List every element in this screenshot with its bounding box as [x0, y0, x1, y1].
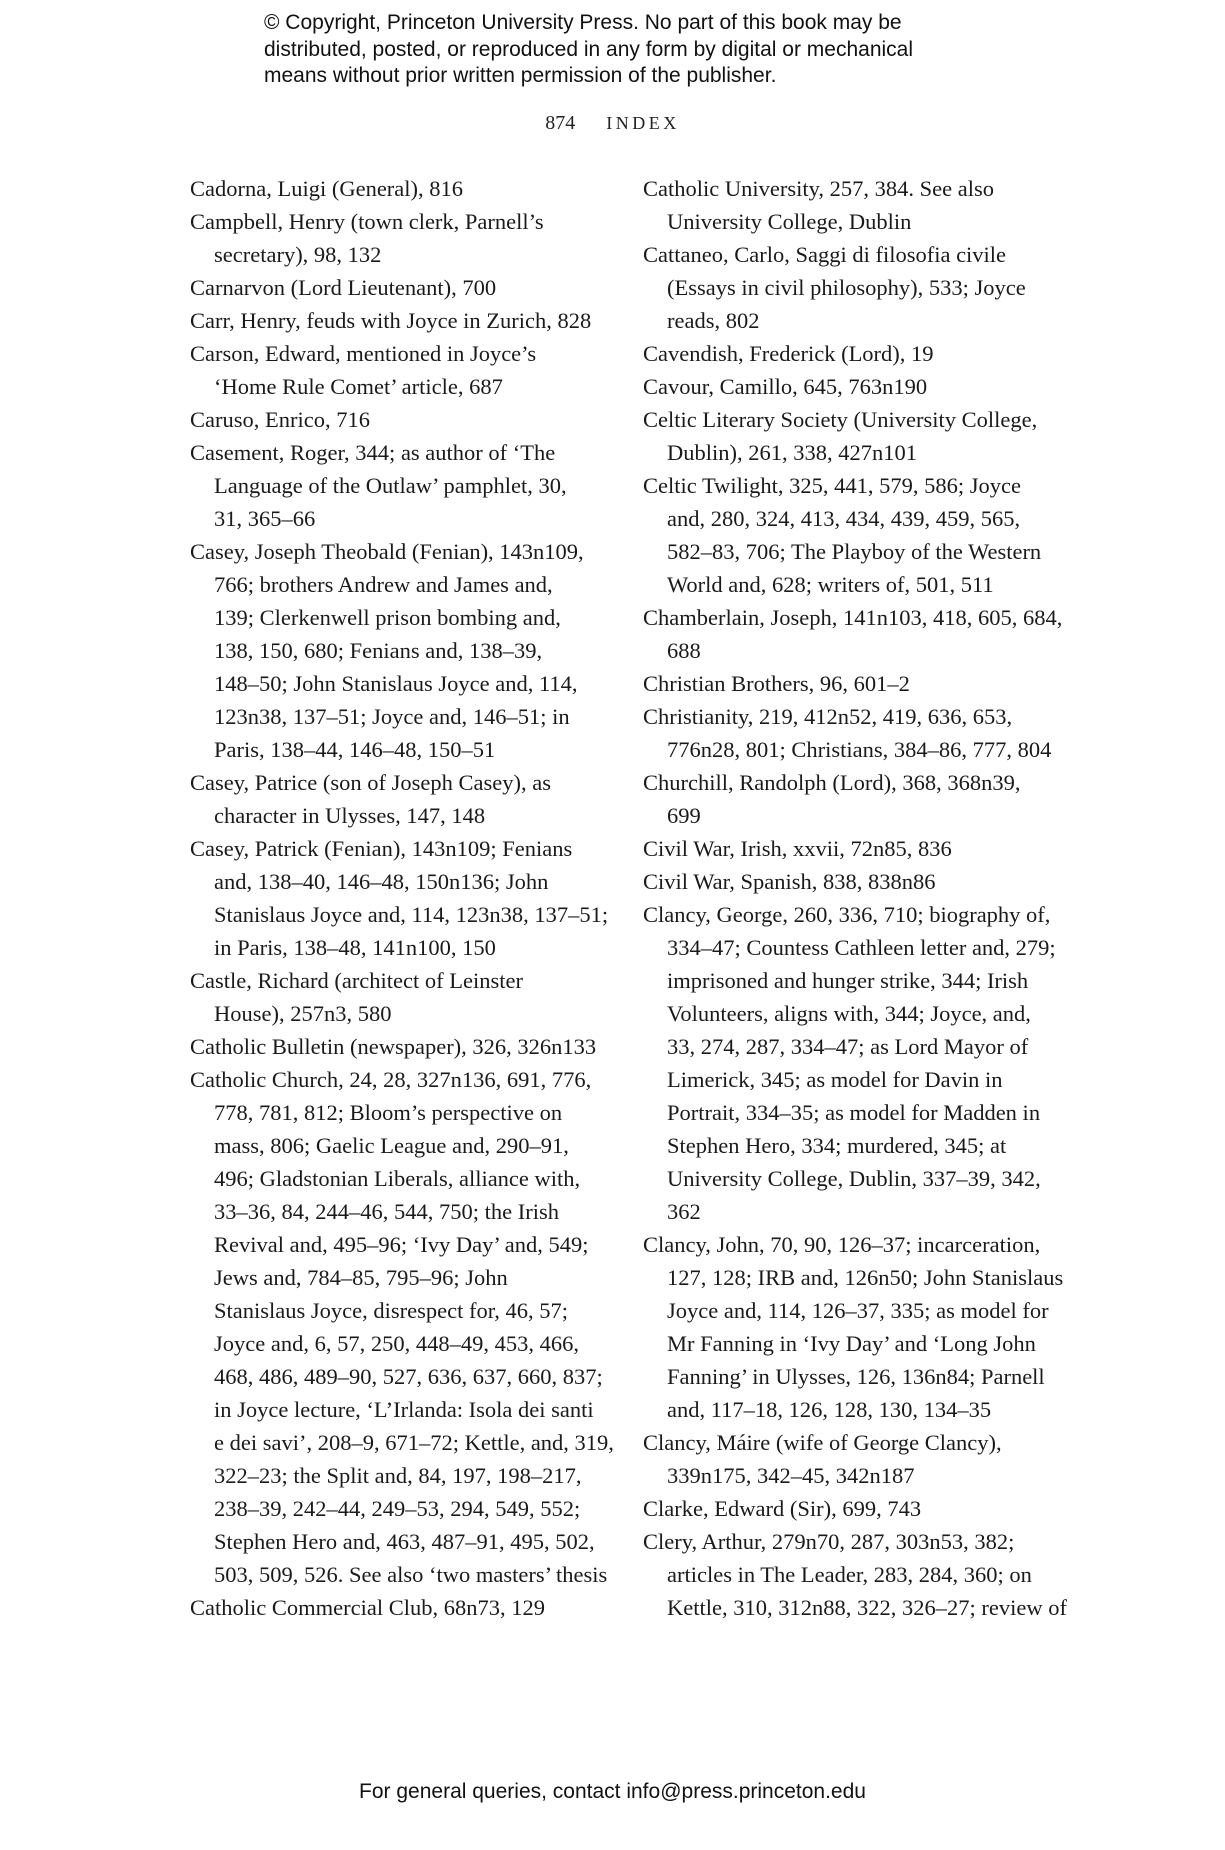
- index-entry-continuation-line: 123n38, 137–51; Joyce and, 146–51; in: [214, 704, 570, 729]
- index-entry-continuation-line: World and, 628; writers of, 501, 511: [667, 572, 994, 597]
- index-entry: [643, 337, 1063, 370]
- index-entry-heading-line: Casement, Roger, 344; as author of ‘The: [190, 440, 556, 465]
- index-entry-continuation-line: 339n175, 342–45, 342n187: [667, 1463, 915, 1488]
- index-entry-heading-line: Catholic Commercial Club, 68n73, 129: [190, 1595, 545, 1620]
- copyright-line: means without prior written permission of the publisher.: [264, 64, 777, 87]
- index-entry: [643, 700, 1063, 766]
- index-entry-heading-line: Cattaneo, Carlo, Saggi di filosofia civile: [643, 242, 1007, 267]
- copyright-line: distributed, posted, or reproduced in any form by digital or mechanical: [264, 37, 914, 61]
- index-entry-continuation-line: in Joyce lecture, ‘L’Irlanda: Isola dei santi: [214, 1397, 594, 1422]
- index-entry-continuation-line: 139; Clerkenwell prison bombing and,: [214, 605, 561, 630]
- index-entry-heading-line: Chamberlain, Joseph, 141n103, 418, 605, 684,: [643, 605, 1063, 630]
- index-entry: [643, 898, 1063, 1228]
- index-entry: [190, 337, 610, 403]
- index-entry-heading-line: Casey, Joseph Theobald (Fenian), 143n109,: [190, 539, 584, 564]
- index-entry-heading-line: Clery, Arthur, 279n70, 287, 303n53, 382;: [643, 1529, 1015, 1554]
- index-entry-continuation-line: Jews and, 784–85, 795–96; John: [214, 1265, 508, 1290]
- index-entry: [643, 403, 1063, 469]
- index-entry-heading-line: Carr, Henry, feuds with Joyce in Zurich, 828: [190, 308, 592, 333]
- index-entry-heading-line: Clancy, George, 260, 336, 710; biography of,: [643, 902, 1051, 927]
- index-entry: [643, 832, 1063, 865]
- index-entry: [643, 469, 1063, 601]
- copyright-line: © Copyright, Princeton University Press. No part of this book may be: [264, 11, 902, 34]
- index-entry-continuation-line: and, 280, 324, 413, 434, 439, 459, 565,: [667, 506, 1021, 531]
- index-entry: [190, 304, 610, 337]
- index-entry-continuation-line: Language of the Outlaw’ pamphlet, 30,: [214, 473, 567, 498]
- index-entry-heading-line: Campbell, Henry (town clerk, Parnell’s: [190, 209, 544, 234]
- index-entry-continuation-line: imprisoned and hunger strike, 344; Irish: [667, 968, 1029, 993]
- index-entry: [643, 667, 1063, 700]
- index-entry-continuation-line: 322–23; the Split and, 84, 197, 198–217,: [214, 1463, 582, 1488]
- footer-contact: For general queries, contact info@press.princeton.edu: [359, 1780, 866, 1803]
- index-entry-heading-line: Catholic Church, 24, 28, 327n136, 691, 776,: [190, 1067, 592, 1092]
- index-entry-heading-line: Civil War, Spanish, 838, 838n86: [643, 869, 936, 894]
- index-entry-continuation-line: Stephen Hero and, 463, 487–91, 495, 502,: [214, 1529, 595, 1554]
- index-entry: [643, 865, 1063, 898]
- index-entry-continuation-line: Revival and, 495–96; ‘Ivy Day’ and, 549;: [214, 1232, 589, 1257]
- copyright-notice: [264, 10, 1024, 90]
- index-entry-heading-line: Cadorna, Luigi (General), 816: [190, 176, 464, 201]
- index-entry-continuation-line: (Essays in civil philosophy), 533; Joyce: [667, 275, 1026, 300]
- index-entry-heading-line: Casey, Patrick (Fenian), 143n109; Fenians: [190, 836, 573, 861]
- index-entry: [643, 172, 1063, 238]
- index-entry-continuation-line: and, 138–40, 146–48, 150n136; John: [214, 869, 549, 894]
- index-entry-heading-line: Catholic University, 257, 384. See also: [643, 176, 994, 201]
- index-entry-continuation-line: reads, 802: [667, 308, 760, 333]
- index-entry-continuation-line: Stanislaus Joyce, disrespect for, 46, 57;: [214, 1298, 569, 1323]
- index-entry-continuation-line: 688: [667, 638, 701, 663]
- index-entry-heading-line: Catholic Bulletin (newspaper), 326, 326n133: [190, 1034, 597, 1059]
- index-entry: [643, 370, 1063, 403]
- index-entry: [190, 172, 610, 205]
- index-entry-continuation-line: 362: [667, 1199, 701, 1224]
- index-entry: [190, 1591, 610, 1624]
- index-entry-continuation-line: 127, 128; IRB and, 126n50; John Stanislaus: [667, 1265, 1064, 1290]
- index-entry-continuation-line: Mr Fanning in ‘Ivy Day’ and ‘Long John: [667, 1331, 1036, 1356]
- index-entry-heading-line: Cavour, Camillo, 645, 763n190: [643, 374, 928, 399]
- index-entry-heading-line: Clancy, John, 70, 90, 126–37; incarceration,: [643, 1232, 1041, 1257]
- index-entry-continuation-line: e dei savi’, 208–9, 671–72; Kettle, and, 319,: [214, 1430, 614, 1455]
- index-entry-heading-line: Caruso, Enrico, 716: [190, 407, 370, 432]
- index-entry-heading-line: Clancy, Máire (wife of George Clancy),: [643, 1430, 1002, 1455]
- index-entry-continuation-line: Joyce and, 6, 57, 250, 448–49, 453, 466,: [214, 1331, 579, 1356]
- index-entry: [643, 601, 1063, 667]
- index-entry: [190, 403, 610, 436]
- index-entry-continuation-line: Paris, 138–44, 146–48, 150–51: [214, 737, 496, 762]
- index-entry: [190, 1030, 610, 1063]
- index-entry-continuation-line: Joyce and, 114, 126–37, 335; as model for: [667, 1298, 1049, 1323]
- index-entry-continuation-line: 699: [667, 803, 701, 828]
- index-entry: [643, 1426, 1063, 1492]
- index-entry-continuation-line: Volunteers, aligns with, 344; Joyce, and,: [667, 1001, 1031, 1026]
- index-entry-continuation-line: articles in The Leader, 283, 284, 360; on: [667, 1562, 1032, 1587]
- index-entry-heading-line: Celtic Literary Society (University College,: [643, 407, 1038, 432]
- index-entry-continuation-line: 468, 486, 489–90, 527, 636, 637, 660, 837;: [214, 1364, 603, 1389]
- index-entry-heading-line: Christian Brothers, 96, 601–2: [643, 671, 910, 696]
- index-entry-heading-line: Carnarvon (Lord Lieutenant), 700: [190, 275, 497, 300]
- index-entry-continuation-line: 148–50; John Stanislaus Joyce and, 114,: [214, 671, 578, 696]
- index-entry-continuation-line: 138, 150, 680; Fenians and, 138–39,: [214, 638, 543, 663]
- index-entry-continuation-line: Stanislaus Joyce and, 114, 123n38, 137–51;: [214, 902, 609, 927]
- index-entry-continuation-line: Limerick, 345; as model for Davin in: [667, 1067, 1003, 1092]
- index-entry-continuation-line: Stephen Hero, 334; murdered, 345; at: [667, 1133, 1007, 1158]
- index-entry-continuation-line: Dublin), 261, 338, 427n101: [667, 440, 917, 465]
- index-entry-continuation-line: University College, Dublin: [667, 209, 912, 234]
- index-entry: [190, 535, 610, 766]
- index-entry-heading-line: Celtic Twilight, 325, 441, 579, 586; Joyce: [643, 473, 1021, 498]
- page-number: 874: [545, 112, 576, 134]
- index-entry-continuation-line: University College, Dublin, 337–39, 342,: [667, 1166, 1041, 1191]
- index-entry-continuation-line: character in Ulysses, 147, 148: [214, 803, 486, 828]
- index-entry-heading-line: Casey, Patrice (son of Joseph Casey), as: [190, 770, 551, 795]
- index-entry-continuation-line: 31, 365–66: [214, 506, 316, 531]
- section-title: INDEX: [606, 113, 680, 133]
- index-entry: [643, 766, 1063, 832]
- index-entry-heading-line: Civil War, Irish, xxvii, 72n85, 836: [643, 836, 952, 861]
- index-entry-heading-line: Clarke, Edward (Sir), 699, 743: [643, 1496, 922, 1521]
- index-entry-continuation-line: 766; brothers Andrew and James and,: [214, 572, 553, 597]
- index-entry-heading-line: Cavendish, Frederick (Lord), 19: [643, 341, 934, 366]
- index-entry-continuation-line: 33–36, 84, 244–46, 544, 750; the Irish: [214, 1199, 559, 1224]
- index-entry-continuation-line: 778, 781, 812; Bloom’s perspective on: [214, 1100, 563, 1125]
- index-entry-continuation-line: 33, 274, 287, 334–47; as Lord Mayor of: [667, 1034, 1029, 1059]
- index-entry: [190, 766, 610, 832]
- index-entry: [643, 1228, 1063, 1426]
- index-entry-heading-line: Carson, Edward, mentioned in Joyce’s: [190, 341, 537, 366]
- index-entry: [190, 1063, 614, 1591]
- index-entry-continuation-line: 334–47; Countess Cathleen letter and, 279;: [667, 935, 1056, 960]
- index-entry-continuation-line: 503, 509, 526. See also ‘two masters’ thesis: [214, 1562, 608, 1587]
- index-entry-continuation-line: ‘Home Rule Comet’ article, 687: [214, 374, 503, 399]
- index-entry-continuation-line: 776n28, 801; Christians, 384–86, 777, 804: [667, 737, 1052, 762]
- index-entry-continuation-line: Portrait, 334–35; as model for Madden in: [667, 1100, 1041, 1125]
- index-entry-continuation-line: secretary), 98, 132: [214, 242, 382, 267]
- index-column-right: [643, 172, 1067, 1624]
- index-entry-heading-line: Castle, Richard (architect of Leinster: [190, 968, 523, 993]
- index-entry-heading-line: Christianity, 219, 412n52, 419, 636, 653,: [643, 704, 1013, 729]
- index-entry: [190, 271, 610, 304]
- index-entry-continuation-line: 582–83, 706; The Playboy of the Western: [667, 539, 1042, 564]
- index-entry-continuation-line: 238–39, 242–44, 249–53, 294, 549, 552;: [214, 1496, 581, 1521]
- index-entry: [190, 964, 610, 1030]
- index-entry: [643, 1492, 1063, 1525]
- index-entry-continuation-line: and, 117–18, 126, 128, 130, 134–35: [667, 1397, 992, 1422]
- index-entry-continuation-line: mass, 806; Gaelic League and, 290–91,: [214, 1133, 569, 1158]
- index-entry: [190, 436, 610, 535]
- index-entry-continuation-line: Kettle, 310, 312n88, 322, 326–27; review of: [667, 1595, 1067, 1620]
- index-entry-continuation-line: 496; Gladstonian Liberals, alliance with,: [214, 1166, 581, 1191]
- index-column-left: [190, 172, 614, 1624]
- index-entry: [190, 205, 610, 271]
- index-entry: [643, 238, 1063, 337]
- index-entry-continuation-line: in Paris, 138–48, 141n100, 150: [214, 935, 496, 960]
- index-entry: [643, 1525, 1067, 1624]
- index-entry: [190, 832, 610, 964]
- running-head: [0, 112, 1225, 135]
- index-entry-heading-line: Churchill, Randolph (Lord), 368, 368n39,: [643, 770, 1021, 795]
- index-entry-continuation-line: Fanning’ in Ulysses, 126, 136n84; Parnell: [667, 1364, 1045, 1389]
- index-entry-continuation-line: House), 257n3, 580: [214, 1001, 392, 1026]
